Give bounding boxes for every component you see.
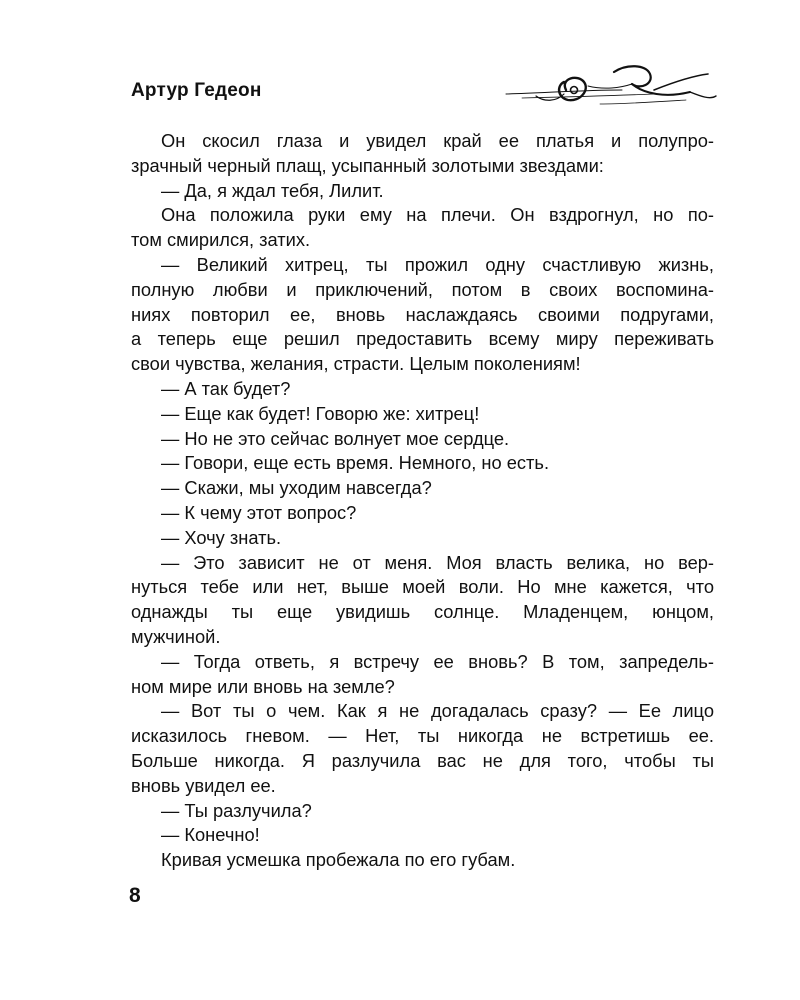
text-line: — Да, я ждал тебя, Лилит. xyxy=(161,179,384,201)
text-line: — Тогда ответь, я встречу ее вновь? В том, запредель- xyxy=(161,650,714,672)
decorative-swirl-icon xyxy=(504,60,720,112)
text-line: вновь увидел ее. xyxy=(131,774,276,796)
text-line: а теперь еще решил предоставить всему миру переживать xyxy=(131,328,714,350)
text-line: Она положила руки ему на плечи. Он вздрогнул, но по- xyxy=(161,204,714,226)
text-line: том смирился, затих. xyxy=(131,229,311,251)
text-line: ном мире или вновь на земле? xyxy=(131,675,395,697)
text-line: полную любви и приключений, потом в своих воспомина- xyxy=(131,278,714,300)
text-line: — К чему этот вопрос? xyxy=(161,501,357,523)
text-line: исказилось гневом. — Нет, ты никогда не встретишь ее. xyxy=(131,725,714,747)
text-line: — Это зависит не от меня. Моя власть велика, но вер- xyxy=(161,551,714,573)
text-line: — А так будет? xyxy=(161,377,291,399)
text-line: — Еще как будет! Говорю же: хитрец! xyxy=(161,402,480,424)
text-line: — Ты разлучила? xyxy=(161,799,312,821)
text-line: — Но не это сейчас волнует мое сердце. xyxy=(161,427,510,449)
text-line: — Хочу знать. xyxy=(161,526,282,548)
text-line: — Вот ты о чем. Как я не догадалась сразу? — Ее лицо xyxy=(161,700,714,722)
text-line: зрачный черный плащ, усыпанный золотыми звездами: xyxy=(131,154,604,176)
text-line: Кривая усмешка пробежала по его губам. xyxy=(161,849,516,871)
text-line: ниях повторил ее, вновь наслаждаясь своими подругами, xyxy=(131,303,714,325)
text-line: свои чувства, желания, страсти. Целым поколениям! xyxy=(131,353,581,375)
text-line: Больше никогда. Я разлучила вас не для того, чтобы ты xyxy=(131,749,714,771)
book-page-body xyxy=(131,129,714,873)
text-line: Он скосил глаза и увидел край ее платья и полупро- xyxy=(161,130,714,151)
text-line: мужчиной. xyxy=(131,625,221,647)
text-line: — Говори, еще есть время. Немного, но есть. xyxy=(161,452,550,474)
text-line: — Конечно! xyxy=(161,824,260,846)
text-line: нуться тебе или нет, выше моей воли. Но мне кажется, что xyxy=(131,576,714,598)
text-line: — Скажи, мы уходим навсегда? xyxy=(161,477,432,499)
running-header-author: Артур Гедеон xyxy=(131,80,262,101)
page-number: 8 xyxy=(129,884,141,907)
text-line: однажды ты еще увидишь солнце. Младенцем, юнцом, xyxy=(131,601,714,623)
text-line: — Великий хитрец, ты прожил одну счастливую жизнь, xyxy=(161,253,714,275)
